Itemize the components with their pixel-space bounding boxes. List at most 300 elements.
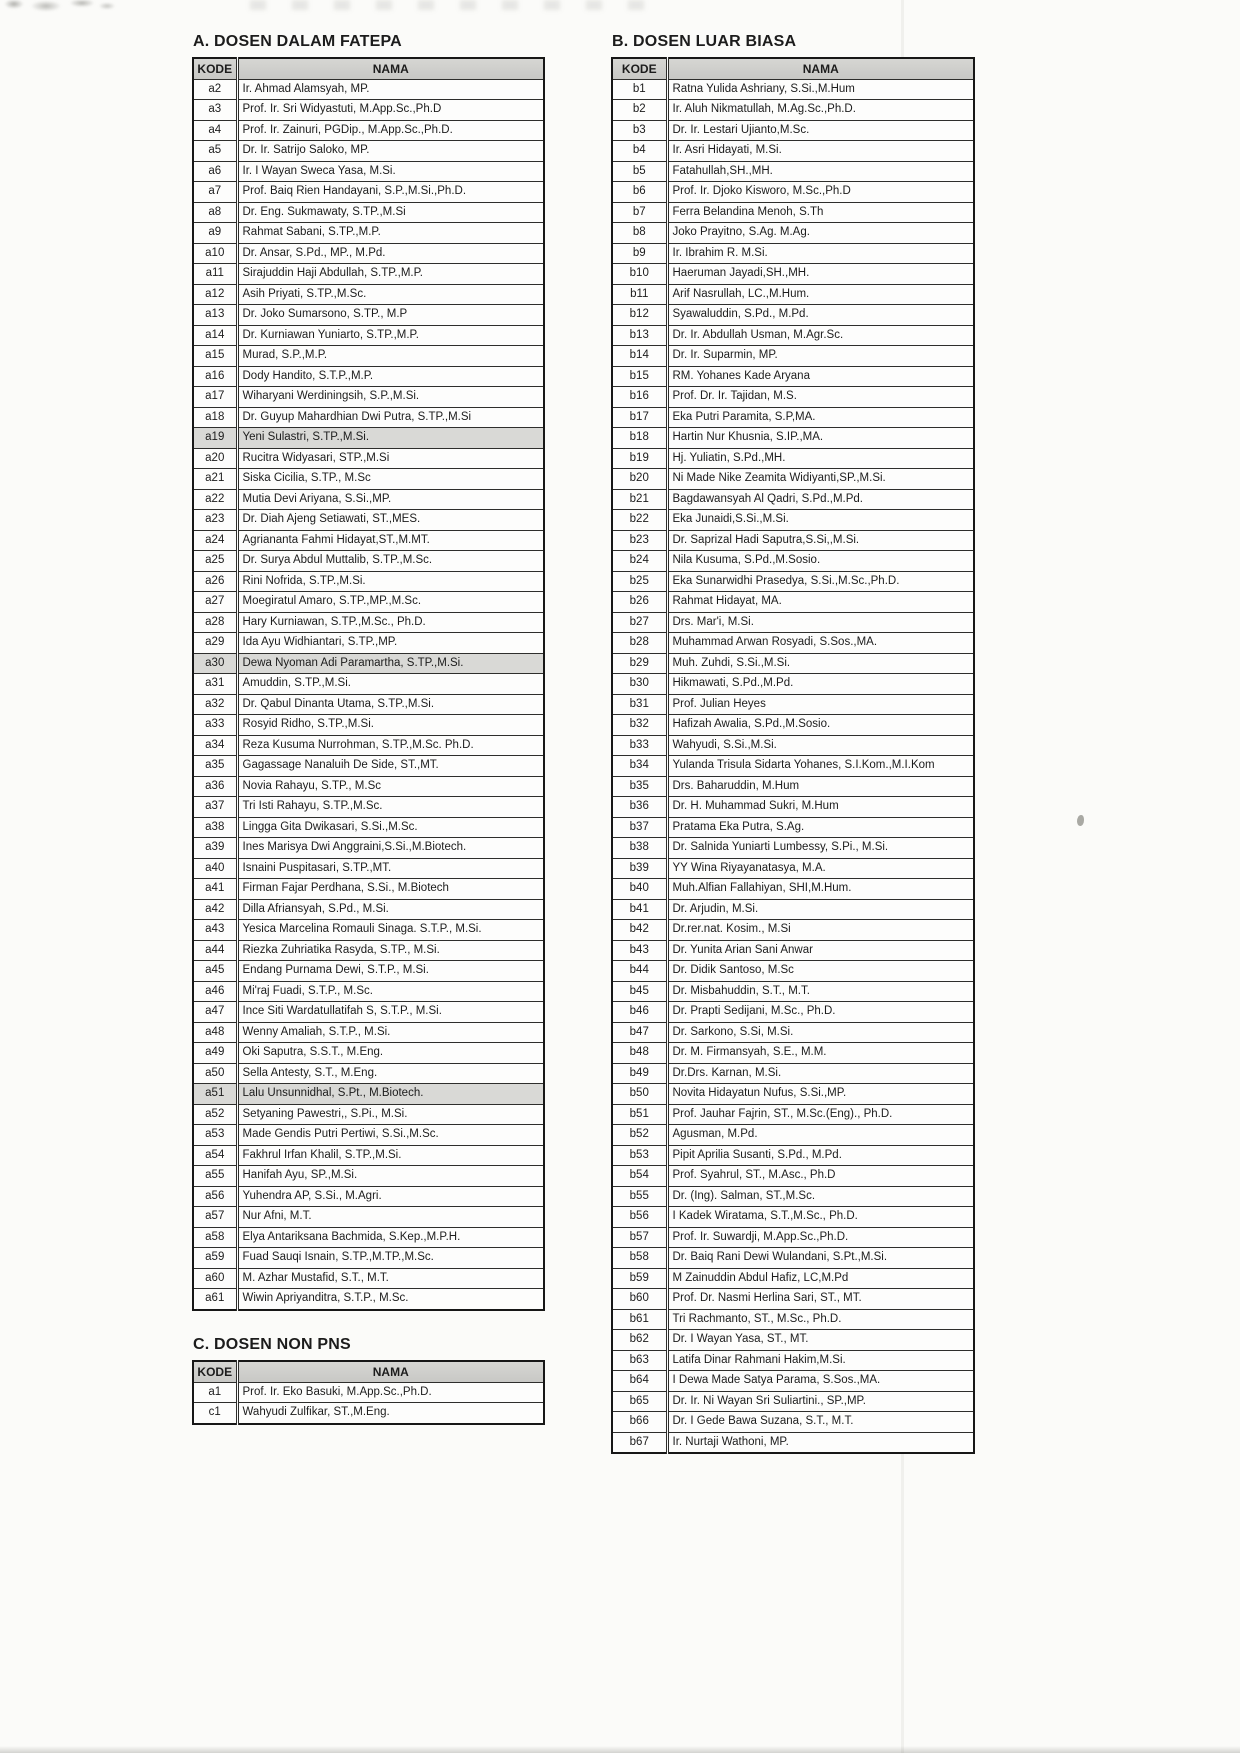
kode-cell: a50 <box>193 1063 237 1084</box>
table-row <box>612 79 974 100</box>
kode-cell: a6 <box>193 161 237 182</box>
nama-cell: Eka Junaidi,S.Si.,M.Si. <box>667 510 974 531</box>
kode-cell: b18 <box>612 428 667 449</box>
table-row <box>193 161 544 182</box>
table-row <box>612 1248 974 1269</box>
table-header-row <box>193 58 544 79</box>
nama-cell: M Zainuddin Abdul Hafiz, LC,M.Pd <box>667 1268 974 1289</box>
nama-cell: Dr. Ansar, S.Pd., MP., M.Pd. <box>237 243 544 264</box>
kode-cell: b19 <box>612 448 667 469</box>
table-row <box>193 879 544 900</box>
table-row <box>612 879 974 900</box>
table-row <box>612 961 974 982</box>
nama-cell: RM. Yohanes Kade Aryana <box>667 366 974 387</box>
table-row <box>193 120 544 141</box>
table-row <box>193 1186 544 1207</box>
table-row <box>612 1022 974 1043</box>
table-row <box>193 940 544 961</box>
nama-cell: I Kadek Wiratama, S.T.,M.Sc., Ph.D. <box>667 1207 974 1228</box>
table-row <box>612 571 974 592</box>
table-row <box>612 120 974 141</box>
section-dosen-non-pns <box>192 1336 545 1425</box>
table-row <box>612 346 974 367</box>
nama-cell: Arif Nasrullah, LC.,M.Hum. <box>667 284 974 305</box>
nama-cell: Dewa Nyoman Adi Paramartha, S.TP.,M.Si. <box>237 653 544 674</box>
kode-cell: b24 <box>612 551 667 572</box>
kode-cell: a7 <box>193 182 237 203</box>
table-row <box>612 940 974 961</box>
table-row <box>193 366 544 387</box>
table-row <box>612 1104 974 1125</box>
kode-cell: a34 <box>193 735 237 756</box>
kode-cell: b28 <box>612 633 667 654</box>
kode-cell: b15 <box>612 366 667 387</box>
kode-cell: a48 <box>193 1022 237 1043</box>
nama-cell: Dr. Joko Sumarsono, S.TP., M.P <box>237 305 544 326</box>
nama-cell: Haeruman Jayadi,SH.,MH. <box>667 264 974 285</box>
table-row <box>193 981 544 1002</box>
column-header-nama: NAMA <box>667 58 974 79</box>
nama-cell: Latifa Dinar Rahmani Hakim,M.Si. <box>667 1350 974 1371</box>
table-row <box>193 387 544 408</box>
table-row <box>612 1186 974 1207</box>
nama-cell: Hartin Nur Khusnia, S.IP.,MA. <box>667 428 974 449</box>
nama-cell: Rahmat Sabani, S.TP.,M.P. <box>237 223 544 244</box>
table-row <box>612 981 974 1002</box>
kode-cell: a49 <box>193 1043 237 1064</box>
scan-smudge-artifact <box>2 0 120 15</box>
table-row <box>612 838 974 859</box>
table-row <box>193 305 544 326</box>
table-row <box>612 776 974 797</box>
kode-cell: a16 <box>193 366 237 387</box>
nama-cell: Dilla Afriansyah, S.Pd., M.Si. <box>237 899 544 920</box>
table-row <box>612 469 974 490</box>
section-dosen-dalam-fatepa <box>192 33 545 1311</box>
nama-cell: Dr. Saprizal Hadi Saputra,S.Si,,M.Si. <box>667 530 974 551</box>
kode-cell: b21 <box>612 489 667 510</box>
table-row <box>193 407 544 428</box>
nama-cell: Prof. Syahrul, ST., M.Asc., Ph.D <box>667 1166 974 1187</box>
nama-cell: Fuad Sauqi Isnain, S.TP.,M.TP.,M.Sc. <box>237 1248 544 1269</box>
kode-cell: a59 <box>193 1248 237 1269</box>
table-row <box>193 674 544 695</box>
kode-cell: a10 <box>193 243 237 264</box>
nama-cell: Dr. Yunita Arian Sani Anwar <box>667 940 974 961</box>
table-row <box>193 489 544 510</box>
kode-cell: b6 <box>612 182 667 203</box>
table-row <box>612 161 974 182</box>
kode-cell: b49 <box>612 1063 667 1084</box>
nama-cell: Yulanda Trisula Sidarta Yohanes, S.I.Kom.,M.I.Kom <box>667 756 974 777</box>
nama-cell: Bagdawansyah Al Qadri, S.Pd.,M.Pd. <box>667 489 974 510</box>
table-row <box>193 1084 544 1105</box>
kode-cell: a38 <box>193 817 237 838</box>
kode-cell: a44 <box>193 940 237 961</box>
table-row <box>193 182 544 203</box>
kode-cell: b65 <box>612 1391 667 1412</box>
nama-cell: Eka Putri Paramita, S.P,MA. <box>667 407 974 428</box>
nama-cell: Prof. Jauhar Fajrin, ST., M.Sc.(Eng)., Ph.D. <box>667 1104 974 1125</box>
table-row <box>193 633 544 654</box>
kode-cell: b8 <box>612 223 667 244</box>
kode-cell: a5 <box>193 141 237 162</box>
table-row <box>193 530 544 551</box>
nama-cell: Moegiratul Amaro, S.TP.,MP.,M.Sc. <box>237 592 544 613</box>
nama-cell: Wenny Amaliah, S.T.P., M.Si. <box>237 1022 544 1043</box>
nama-cell: I Dewa Made Satya Parama, S.Sos.,MA. <box>667 1371 974 1392</box>
table-row <box>193 346 544 367</box>
table-row <box>193 797 544 818</box>
kode-cell: b40 <box>612 879 667 900</box>
nama-cell: Dr. Ir. Ni Wayan Sri Suliartini., SP.,MP. <box>667 1391 974 1412</box>
kode-cell: b50 <box>612 1084 667 1105</box>
kode-cell: b30 <box>612 674 667 695</box>
nama-cell: Drs. Baharuddin, M.Hum <box>667 776 974 797</box>
table-row <box>612 1330 974 1351</box>
nama-cell: Ratna Yulida Ashriany, S.Si.,M.Hum <box>667 79 974 100</box>
kode-cell: b56 <box>612 1207 667 1228</box>
table-row <box>193 510 544 531</box>
table-row <box>193 858 544 879</box>
nama-cell: YY Wina Riyayanatasya, M.A. <box>667 858 974 879</box>
table-row <box>612 1063 974 1084</box>
nama-cell: Yeni Sulastri, S.TP.,M.Si. <box>237 428 544 449</box>
table-row <box>612 182 974 203</box>
table-row <box>612 1207 974 1228</box>
kode-cell: b51 <box>612 1104 667 1125</box>
nama-cell: Prof. Ir. Eko Basuki, M.App.Sc.,Ph.D. <box>237 1382 544 1403</box>
table-row <box>612 1289 974 1310</box>
table-row <box>193 1207 544 1228</box>
kode-cell: b57 <box>612 1227 667 1248</box>
scan-noise-artifact <box>250 0 670 10</box>
table-row <box>612 305 974 326</box>
nama-cell: Isnaini Puspitasari, S.TP.,MT. <box>237 858 544 879</box>
nama-cell: Dr. Guyup Mahardhian Dwi Putra, S.TP.,M.Si <box>237 407 544 428</box>
nama-cell: Dr.rer.nat. Kosim., M.Si <box>667 920 974 941</box>
nama-cell: Endang Purnama Dewi, S.T.P., M.Si. <box>237 961 544 982</box>
table-row <box>193 653 544 674</box>
nama-cell: Wiharyani Werdiningsih, S.P.,M.Si. <box>237 387 544 408</box>
kode-cell: b34 <box>612 756 667 777</box>
kode-cell: a3 <box>193 100 237 121</box>
table-row <box>612 817 974 838</box>
table-row <box>612 592 974 613</box>
table-row <box>193 694 544 715</box>
table-row <box>612 1043 974 1064</box>
column-header-nama: NAMA <box>237 58 544 79</box>
table-row <box>193 243 544 264</box>
table-row <box>193 1403 544 1424</box>
kode-cell: a45 <box>193 961 237 982</box>
kode-cell: a19 <box>193 428 237 449</box>
nama-cell: Muh. Zuhdi, S.Si.,M.Si. <box>667 653 974 674</box>
nama-cell: M. Azhar Mustafid, S.T., M.T. <box>237 1268 544 1289</box>
nama-cell: Prof. Julian Heyes <box>667 694 974 715</box>
nama-cell: Dr. Ir. Satrijo Saloko, MP. <box>237 141 544 162</box>
table-row <box>193 715 544 736</box>
kode-cell: a18 <box>193 407 237 428</box>
table-row <box>193 1227 544 1248</box>
nama-cell: Firman Fajar Perdhana, S.Si., M.Biotech <box>237 879 544 900</box>
table-row <box>612 1350 974 1371</box>
nama-cell: Lalu Unsunnidhal, S.Pt., M.Biotech. <box>237 1084 544 1105</box>
kode-cell: a22 <box>193 489 237 510</box>
kode-cell: b48 <box>612 1043 667 1064</box>
table-row <box>193 1248 544 1269</box>
nama-cell: Rini Nofrida, S.TP.,M.Si. <box>237 571 544 592</box>
nama-cell: Prof. Ir. Suwardji, M.App.Sc.,Ph.D. <box>667 1227 974 1248</box>
nama-cell: Dr. I Wayan Yasa, ST., MT. <box>667 1330 974 1351</box>
table-row <box>612 715 974 736</box>
nama-cell: Rahmat Hidayat, MA. <box>667 592 974 613</box>
table-row <box>612 694 974 715</box>
nama-cell: Setyaning Pawestri,, S.Pi., M.Si. <box>237 1104 544 1125</box>
table-row <box>612 674 974 695</box>
nama-cell: Fatahullah,SH.,MH. <box>667 161 974 182</box>
table-row <box>193 1002 544 1023</box>
nama-cell: Prof. Dr. Nasmi Herlina Sari, ST., MT. <box>667 1289 974 1310</box>
kode-cell: a26 <box>193 571 237 592</box>
kode-cell: b39 <box>612 858 667 879</box>
kode-cell: a42 <box>193 899 237 920</box>
nama-cell: Sella Antesty, S.T., M.Eng. <box>237 1063 544 1084</box>
nama-cell: Pratama Eka Putra, S.Ag. <box>667 817 974 838</box>
kode-cell: a8 <box>193 202 237 223</box>
table-row <box>193 592 544 613</box>
kode-cell: a37 <box>193 797 237 818</box>
table-row <box>612 551 974 572</box>
section-a-title: A. DOSEN DALAM FATEPA <box>193 33 402 50</box>
nama-cell: Fakhrul Irfan Khalil, S.TP.,M.Si. <box>237 1145 544 1166</box>
table-row <box>193 264 544 285</box>
table-row <box>612 1145 974 1166</box>
kode-cell: b37 <box>612 817 667 838</box>
table-dosen-luar-biasa <box>611 57 975 1454</box>
table-row <box>612 899 974 920</box>
nama-cell: Sirajuddin Haji Abdullah, S.TP.,M.P. <box>237 264 544 285</box>
nama-cell: Tri Isti Rahayu, S.TP.,M.Sc. <box>237 797 544 818</box>
kode-cell: b25 <box>612 571 667 592</box>
kode-cell: b32 <box>612 715 667 736</box>
nama-cell: Drs. Mar'i, M.Si. <box>667 612 974 633</box>
kode-cell: a54 <box>193 1145 237 1166</box>
table-row <box>612 653 974 674</box>
table-row <box>193 1125 544 1146</box>
nama-cell: Dr. (Ing). Salman, ST.,M.Sc. <box>667 1186 974 1207</box>
nama-cell: Dr. Misbahuddin, S.T., M.T. <box>667 981 974 1002</box>
table-row <box>612 797 974 818</box>
section-dosen-luar-biasa <box>611 33 975 1454</box>
table-row <box>612 448 974 469</box>
table-row <box>612 1391 974 1412</box>
kode-cell: b3 <box>612 120 667 141</box>
nama-cell: Dody Handito, S.T.P.,M.P. <box>237 366 544 387</box>
table-header-row <box>612 58 974 79</box>
kode-cell: a36 <box>193 776 237 797</box>
kode-cell: a9 <box>193 223 237 244</box>
nama-cell: Prof. Ir. Djoko Kisworo, M.Sc.,Ph.D <box>667 182 974 203</box>
kode-cell: a30 <box>193 653 237 674</box>
table-row <box>193 202 544 223</box>
kode-cell: b10 <box>612 264 667 285</box>
nama-cell: Asih Priyati, S.TP.,M.Sc. <box>237 284 544 305</box>
kode-cell: b31 <box>612 694 667 715</box>
table-row <box>193 1166 544 1187</box>
table-header-row <box>193 1361 544 1382</box>
kode-cell: b20 <box>612 469 667 490</box>
table-row <box>193 920 544 941</box>
nama-cell: Joko Prayitno, S.Ag. M.Ag. <box>667 223 974 244</box>
nama-cell: Wahyudi, S.Si.,M.Si. <box>667 735 974 756</box>
column-header-kode: KODE <box>193 1361 237 1382</box>
nama-cell: Made Gendis Putri Pertiwi, S.Si.,M.Sc. <box>237 1125 544 1146</box>
nama-cell: Dr. M. Firmansyah, S.E., M.M. <box>667 1043 974 1064</box>
table-row <box>193 141 544 162</box>
table-row <box>612 100 974 121</box>
kode-cell: b29 <box>612 653 667 674</box>
table-row <box>612 284 974 305</box>
column-header-kode: KODE <box>193 58 237 79</box>
nama-cell: Wahyudi Zulfikar, ST.,M.Eng. <box>237 1403 544 1424</box>
nama-cell: Yuhendra AP, S.Si., M.Agri. <box>237 1186 544 1207</box>
kode-cell: b61 <box>612 1309 667 1330</box>
nama-cell: Oki Saputra, S.S.T., M.Eng. <box>237 1043 544 1064</box>
nama-cell: Dr. Qabul Dinanta Utama, S.TP.,M.Si. <box>237 694 544 715</box>
kode-cell: a40 <box>193 858 237 879</box>
table-row <box>612 202 974 223</box>
nama-cell: Ni Made Nike Zeamita Widiyanti,SP.,M.Si. <box>667 469 974 490</box>
kode-cell: a29 <box>193 633 237 654</box>
kode-cell: a52 <box>193 1104 237 1125</box>
table-row <box>193 448 544 469</box>
nama-cell: Hikmawati, S.Pd.,M.Pd. <box>667 674 974 695</box>
table-row <box>193 1145 544 1166</box>
nama-cell: Dr. Didik Santoso, M.Sc <box>667 961 974 982</box>
table-row <box>612 1309 974 1330</box>
table-row <box>612 530 974 551</box>
nama-cell: Elya Antariksana Bachmida, S.Kep.,M.P.H. <box>237 1227 544 1248</box>
nama-cell: Rosyid Ridho, S.TP.,M.Si. <box>237 715 544 736</box>
nama-cell: Dr. Surya Abdul Muttalib, S.TP.,M.Sc. <box>237 551 544 572</box>
kode-cell: b17 <box>612 407 667 428</box>
table-row <box>612 325 974 346</box>
table-row <box>612 858 974 879</box>
table-row <box>193 756 544 777</box>
table-row <box>193 1043 544 1064</box>
kode-cell: a33 <box>193 715 237 736</box>
nama-cell: Prof. Ir. Zainuri, PGDip., M.App.Sc.,Ph.D. <box>237 120 544 141</box>
kode-cell: a60 <box>193 1268 237 1289</box>
kode-cell: a25 <box>193 551 237 572</box>
kode-cell: a11 <box>193 264 237 285</box>
kode-cell: b13 <box>612 325 667 346</box>
kode-cell: b44 <box>612 961 667 982</box>
column-header-nama: NAMA <box>237 1361 544 1382</box>
nama-cell: Ir. Nurtaji Wathoni, MP. <box>667 1432 974 1453</box>
nama-cell: Nur Afni, M.T. <box>237 1207 544 1228</box>
nama-cell: Siska Cicilia, S.TP., M.Sc <box>237 469 544 490</box>
kode-cell: a20 <box>193 448 237 469</box>
nama-cell: Ir. Asri Hidayati, M.Si. <box>667 141 974 162</box>
scan-bottom-edge <box>0 1746 1240 1753</box>
table-row <box>612 920 974 941</box>
table-row <box>193 325 544 346</box>
kode-cell: b42 <box>612 920 667 941</box>
kode-cell: b47 <box>612 1022 667 1043</box>
nama-cell: Yesica Marcelina Romauli Sinaga. S.T.P., M.Si. <box>237 920 544 941</box>
kode-cell: b11 <box>612 284 667 305</box>
table-row <box>193 899 544 920</box>
table-dosen-non-pns <box>192 1360 545 1425</box>
nama-cell: Lingga Gita Dwikasari, S.Si.,M.Sc. <box>237 817 544 838</box>
table-row <box>193 571 544 592</box>
table-row <box>193 817 544 838</box>
table-row <box>612 735 974 756</box>
kode-cell: a28 <box>193 612 237 633</box>
nama-cell: Muhammad Arwan Rosyadi, S.Sos.,MA. <box>667 633 974 654</box>
kode-cell: b26 <box>612 592 667 613</box>
kode-cell: b9 <box>612 243 667 264</box>
table-row <box>193 1268 544 1289</box>
kode-cell: b58 <box>612 1248 667 1269</box>
kode-cell: a14 <box>193 325 237 346</box>
kode-cell: a24 <box>193 530 237 551</box>
kode-cell: a35 <box>193 756 237 777</box>
kode-cell: a17 <box>193 387 237 408</box>
kode-cell: a1 <box>193 1382 237 1403</box>
kode-cell: b12 <box>612 305 667 326</box>
kode-cell: b52 <box>612 1125 667 1146</box>
nama-cell: Syawaluddin, S.Pd., M.Pd. <box>667 305 974 326</box>
kode-cell: b53 <box>612 1145 667 1166</box>
kode-cell: b63 <box>612 1350 667 1371</box>
nama-cell: Nila Kusuma, S.Pd.,M.Sosio. <box>667 551 974 572</box>
table-row <box>612 1084 974 1105</box>
nama-cell: Prof. Ir. Sri Widyastuti, M.App.Sc.,Ph.D <box>237 100 544 121</box>
nama-cell: Pipit Aprilia Susanti, S.Pd., M.Pd. <box>667 1145 974 1166</box>
nama-cell: Dr. Eng. Sukmawaty, S.TP.,M.Si <box>237 202 544 223</box>
table-row <box>612 407 974 428</box>
table-dosen-dalam-fatepa <box>192 57 545 1311</box>
nama-cell: Dr. Prapti Sedijani, M.Sc., Ph.D. <box>667 1002 974 1023</box>
table-row <box>612 1432 974 1453</box>
table-row <box>612 1371 974 1392</box>
table-row <box>612 141 974 162</box>
kode-cell: b64 <box>612 1371 667 1392</box>
kode-cell: a46 <box>193 981 237 1002</box>
kode-cell: b45 <box>612 981 667 1002</box>
table-row <box>612 1125 974 1146</box>
nama-cell: Agriananta Fahmi Hidayat,ST.,M.MT. <box>237 530 544 551</box>
table-row <box>612 1412 974 1433</box>
nama-cell: Wiwin Apriyanditra, S.T.P., M.Sc. <box>237 1289 544 1310</box>
nama-cell: Riezka Zuhriatika Rasyda, S.TP., M.Si. <box>237 940 544 961</box>
kode-cell: a51 <box>193 1084 237 1105</box>
nama-cell: Dr. Sarkono, S.Si, M.Si. <box>667 1022 974 1043</box>
kode-cell: a58 <box>193 1227 237 1248</box>
table-row <box>193 428 544 449</box>
nama-cell: Dr. Salnida Yuniarti Lumbessy, S.Pi., M.Si. <box>667 838 974 859</box>
table-row <box>193 469 544 490</box>
nama-cell: Gagassage Nanaluih De Side, ST.,MT. <box>237 756 544 777</box>
table-row <box>612 1002 974 1023</box>
table-row <box>612 489 974 510</box>
nama-cell: Dr. Baiq Rani Dewi Wulandani, S.Pt.,M.Si. <box>667 1248 974 1269</box>
kode-cell: a23 <box>193 510 237 531</box>
kode-cell: c1 <box>193 1403 237 1424</box>
